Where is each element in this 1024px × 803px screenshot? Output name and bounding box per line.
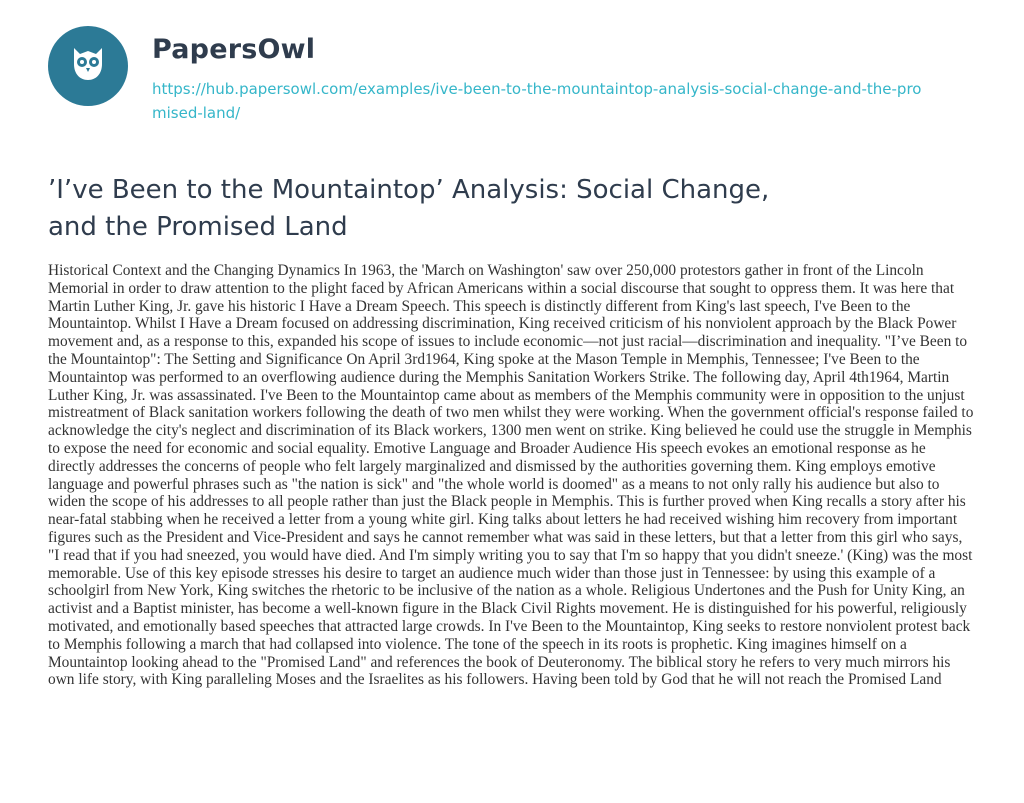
owl-logo-icon[interactable] xyxy=(48,26,128,106)
source-url-link[interactable]: https://hub.papersowl.com/examples/ive-been-to-the-mountaintop-analysis-social-change-and-the-promised-land/ xyxy=(152,80,922,122)
article-title: ’I’ve Been to the Mountaintop’ Analysis: Social Change, and the Promised Land xyxy=(48,175,770,242)
brand-row xyxy=(48,26,978,125)
owl-mark-icon xyxy=(66,42,110,86)
brand-block xyxy=(152,26,922,125)
brand-name[interactable]: PapersOwl xyxy=(152,34,316,65)
article-body: Historical Context and the Changing Dynamics In 1963, the 'March on Washington' saw over 250,000 protestors gather in front of the Lincoln Memorial in order to draw attention to the plight faced by African Americans within a social discourse that sought to oppress them. It was here that Martin Luther King, Jr. gave his historic I Have a Dream Speech. This speech is distinctly different from King's last speech, I've Been to the Mountaintop. Whilst I Have a Dream focused on addressing discrimination, King received criticism of his nonviolent approach by the Black Power movement and, as a response to this, expanded his scope of issues to include economic—not just racial—discrimination and inequality. "I’ve Been to the Mountaintop": The Setting and Significance On April 3rd1964, King spoke at the Mason Temple in Memphis, Tennessee; I've Been to the Mountaintop was performed to an overflowing audience during the Memphis Sanitation Workers Strike. The following day, April 4th1964, Martin Luther King, Jr. was assassinated. I've Been to the Mountaintop came about as members of the Memphis community were in opposition to the unjust mistreatment of Black sanitation workers following the death of two men whilst they were working. When the government official's response failed to acknowledge the city's neglect and discrimination of its Black workers, 1300 men went on strike. King believed he could use the struggle in Memphis to expose the need for economic and social equality. Emotive Language and Broader Audience His speech evokes an emotional response as he directly addresses the concerns of people who felt largely marginalized and dismissed by the authorities governing them. King employs emotive language and powerful phrases such as "the nation is sick" and "the whole world is doomed" as a means to not only rally his audience but also to widen the scope of his addresses to all people rather than just the Black people in Memphis. This is further proved when King recalls a story after his near-fatal stabbing when he received a letter from a young white girl. King talks about letters he had received wishing him recovery from important figures such as the President and Vice-President and says he cannot remember what was said in these letters, but that a letter from this girl who says, "I read that if you had sneezed, you would have died. And I'm simply writing you to say that I'm so happy that you didn't sneeze.' (King) was the most memorable. Use of this key episode stresses his desire to target an audience much wider than those just in Tennessee: by using this example of a schoolgirl from New York, King switches the rhetoric to be inclusive of the nation as a whole. Religious Undertones and the Push for Unity King, an activist and a Baptist minister, has become a well-known figure in the Black Civil Rights movement. He is distinguished for his powerful, religiously motivated, and emotionally based speeches that attracted large crowds. In I've Been to the Mountaintop, King seeks to restore nonviolent protest back to Memphis following a march that had collapsed into violence. The tone of the speech in its roots is prophetic. King imagines himself on a Mountaintop looking ahead to the "Promised Land" and references the book of Deuteronomy. The biblical story he refers to very much mirrors his own life story, with King paralleling Moses and the Israelites as his followers. Having been told by God that he will not reach the Promised Land xyxy=(48,262,974,689)
site-header xyxy=(48,26,978,125)
